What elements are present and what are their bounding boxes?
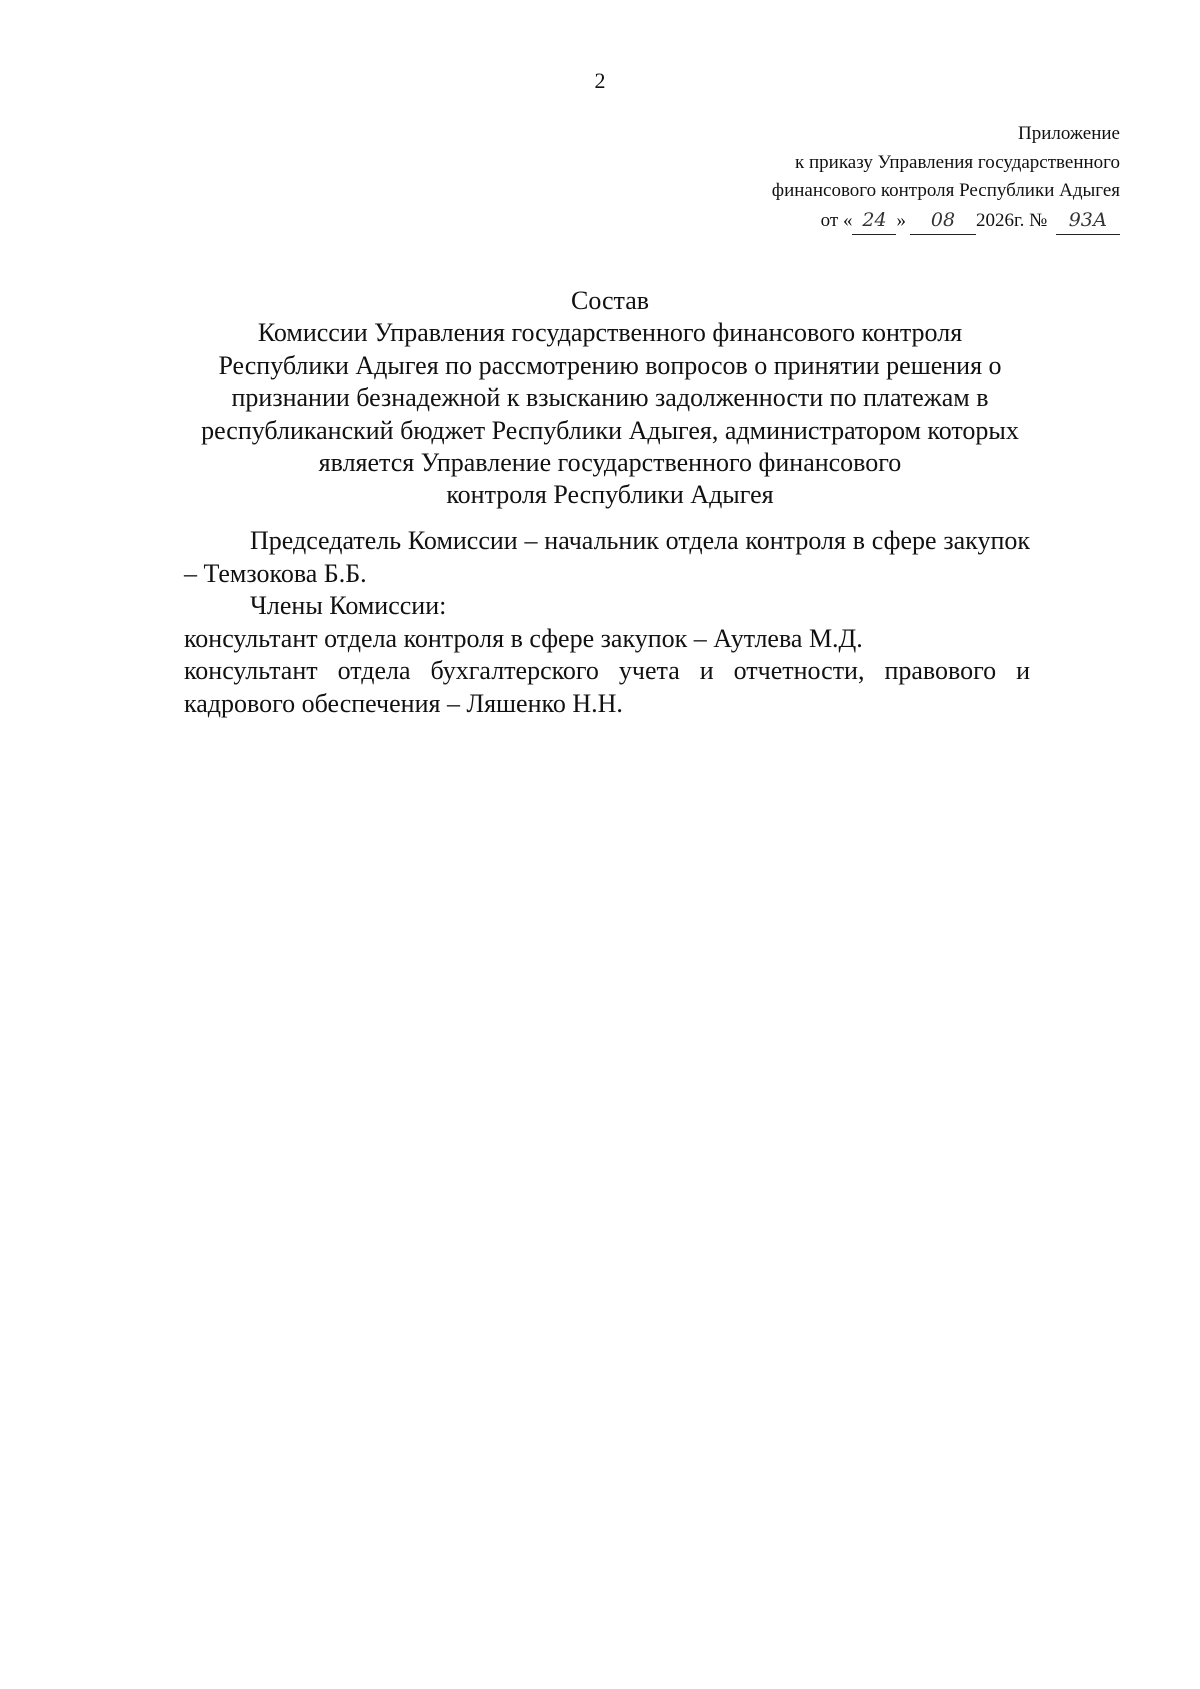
members-label: Члены Комиссии: xyxy=(250,591,447,620)
title-line-5: республиканский бюджет Республики Адыгея, администратором которых xyxy=(201,415,1019,445)
appendix-order-line: к приказу Управления государственного xyxy=(795,151,1120,173)
date-mid: » xyxy=(896,209,906,231)
appendix-agency-line: финансового контроля Республики Адыгея xyxy=(771,180,1120,201)
commission-composition xyxy=(184,525,1030,720)
date-prefix: от « xyxy=(820,209,853,231)
title-line-7: контроля Республики Адыгея xyxy=(446,480,774,510)
page-number: 2 xyxy=(594,68,606,93)
appendix-header xyxy=(600,120,1120,235)
member-1: консультант отдела контроля в сфере закупок – Аутлева М.Д. xyxy=(184,623,863,653)
title-line-1: Состав xyxy=(570,286,650,315)
title-line-4: признании безнадежной к взысканию задолженности по платежам в xyxy=(231,383,989,413)
appendix-date-line xyxy=(600,206,1120,236)
title-line-6: является Управление государственного финансового xyxy=(318,448,902,478)
member-2: консультант отдела бухгалтерского учета и отчетности, правового и кадрового обеспечения – Ляшенко Н.Н. xyxy=(184,656,1030,718)
date-year: 2026г. № xyxy=(975,209,1048,231)
title-line-2: Комиссии Управления государственного финансового контроля xyxy=(257,318,963,348)
handwritten-order-number: 93А xyxy=(1056,206,1120,236)
handwritten-month: 08 xyxy=(910,206,976,236)
handwritten-day: 24 xyxy=(852,206,896,236)
appendix-label: Приложение xyxy=(1018,123,1120,144)
chairman-paragraph: Председатель Комиссии – начальник отдела контроля в сфере закупок – Темзокова Б.Б. xyxy=(184,526,1030,588)
document-title xyxy=(190,285,1030,512)
title-line-3: Республики Адыгея по рассмотрению вопросов о принятии решения о xyxy=(218,350,1002,380)
